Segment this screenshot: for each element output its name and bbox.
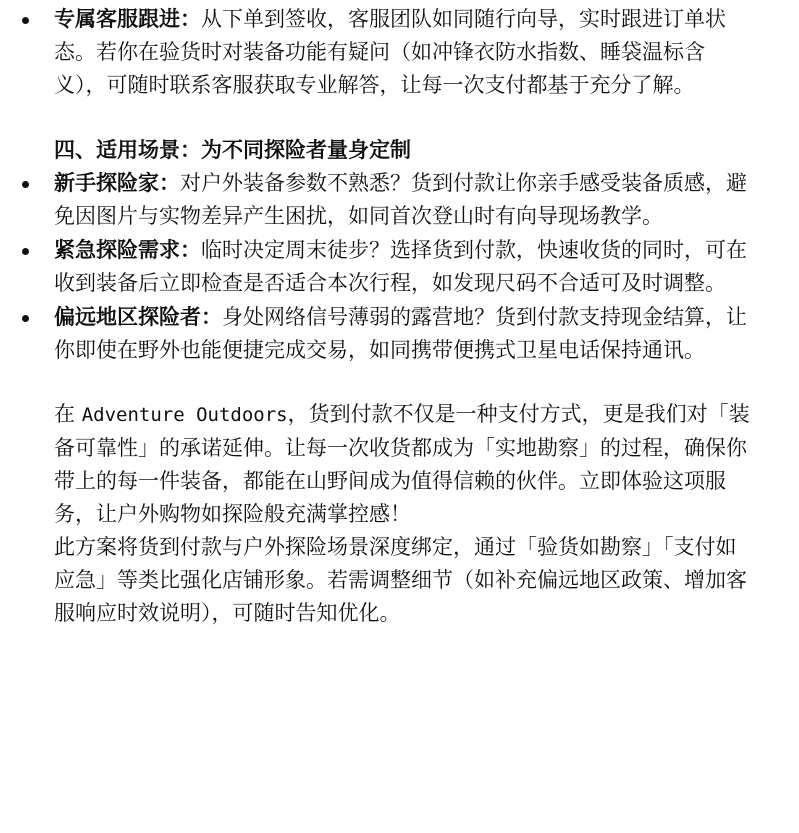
item-title: 新手探险家： — [54, 170, 180, 195]
list-item-novice — [0, 166, 748, 233]
item-title: 偏远地区探险者： — [54, 304, 222, 329]
bullet-dot — [22, 17, 29, 24]
brand-name: Adventure Outdoors — [81, 404, 288, 426]
section4-list — [0, 166, 799, 367]
bullet-dot — [22, 248, 29, 255]
item-title: 紧急探险需求： — [54, 237, 201, 262]
list-item-customer-service — [0, 2, 748, 102]
item-text: 从下单到签收，客服团队如同随行向导，实时跟进订单状态。若你在验货时对装备功能有疑问（如冲锋衣防水指数、睡袋温标含义），可随时联系客服获取专业解答，让每一次支付都基于充分了解。 — [54, 7, 726, 97]
item-title: 专属客服跟进： — [54, 6, 201, 31]
closing-pre: 在 — [54, 402, 82, 426]
item-text: 临时决定周末徒步？选择货到付款，快速收货的同时，可在收到装备后立即检查是否适合本次行程，如发现尺码不合适可及时调整。 — [54, 238, 747, 295]
bullet-dot — [22, 315, 29, 322]
item-text: 身处网络信号薄弱的露营地？货到付款支持现金结算，让你即使在野外也能便捷完成交易，如同携带便携式卫星电话保持通讯。 — [54, 305, 747, 362]
bullet-dot — [22, 181, 29, 188]
section-heading: 四、适用场景：为不同探险者量身定制 — [54, 137, 411, 162]
item-text: 对户外装备参数不熟悉？货到付款让你亲手感受装备质感，避免因图片与实物差异产生困扰，如同首次登山时有向导现场教学。 — [54, 171, 747, 228]
section3-list — [0, 2, 799, 102]
list-item-remote — [0, 300, 748, 367]
closing-post: ，货到付款不仅是一种支付方式，更是我们对「装备可靠性」的承诺延伸。让每一次收货都成为「实地勘察」的过程，确保你带上的每一件装备，都能在山野间成为值得信赖的伙伴。立即体验这项服务，让户外购物如探险般充满掌控感！ — [54, 402, 750, 526]
summary-paragraph: 此方案将货到付款与户外探险场景深度绑定，通过「验货如勘察」「支付如应急」等类比强化店铺形象。若需调整细节（如补充偏远地区政策、增加客服响应时效说明），可随时告知优化。 — [54, 535, 747, 625]
list-item-urgent — [0, 233, 748, 300]
closing-paragraph — [54, 398, 754, 531]
